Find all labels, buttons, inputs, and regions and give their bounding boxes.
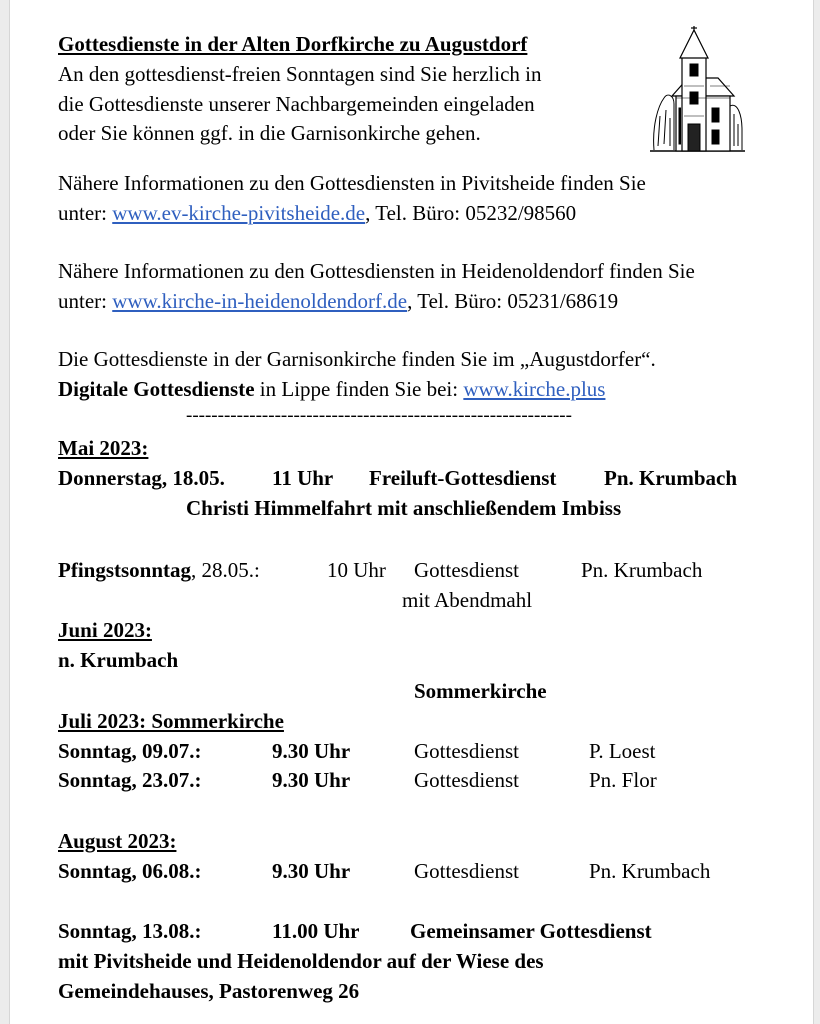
intro-line-3: oder Sie können ggf. in die Garnisonkirche gehen.	[58, 121, 481, 145]
pivitsheide-link[interactable]: www.ev-kirche-pivitsheide.de	[112, 201, 366, 225]
mai-e1-subtitle: Christi Himmelfahrt mit anschließendem Imbiss	[186, 496, 622, 520]
heidenoldendorf-link[interactable]: www.kirche-in-heidenoldendorf.de	[112, 289, 408, 313]
page-frame-left	[0, 0, 10, 1024]
juli-row2-day: Sonntag, 23.07.:	[58, 768, 202, 792]
juni-sommerkirche: Sommerkirche	[414, 679, 547, 703]
aug-row1-time: 9.30 Uhr	[272, 859, 351, 883]
mai-e2-subtitle: mit Abendmahl	[402, 588, 533, 612]
heading-august: August 2023:	[58, 829, 177, 853]
pivitsheide-info-line: Nähere Informationen zu den Gottesdiensten in Pivitsheide finden Sie	[58, 171, 646, 195]
juli-row2-pastor: Pn. Flor	[589, 768, 657, 792]
church-drawing	[650, 26, 745, 154]
heidenoldendorf-contact-line	[58, 289, 618, 313]
heidenoldendorf-prefix: unter:	[58, 289, 113, 313]
mai-e1-day: Donnerstag, 18.05.	[58, 466, 225, 490]
juli-row2-title: Gottesdienst	[414, 768, 519, 792]
separator-line: -------------------------------------------------------------	[186, 405, 572, 426]
mai-e2-title: Gottesdienst	[414, 558, 519, 582]
mai-e2-pastor: Pn. Krumbach	[581, 558, 703, 582]
digital-label: Digitale Gottesdienste	[58, 377, 255, 401]
intro-line-2: die Gottesdienste unserer Nachbargemeinden eingeladen	[58, 92, 535, 116]
mai-e1-pastor: Pn. Krumbach	[604, 466, 738, 490]
juli-row1-pastor: P. Loest	[589, 739, 656, 763]
heidenoldendorf-info-line: Nähere Informationen zu den Gottesdiensten in Heidenoldendorf finden Sie	[58, 259, 695, 283]
juli-row1-title: Gottesdienst	[414, 739, 519, 763]
aug-e2-line3: Gemeindehauses, Pastorenweg 26	[58, 979, 360, 1003]
page-frame-right	[813, 0, 820, 1024]
aug-e2-time: 11.00 Uhr	[272, 919, 360, 943]
mai-e1-title: Freiluft-Gottesdienst	[369, 466, 557, 490]
digital-text: in Lippe finden Sie bei:	[254, 377, 464, 401]
mai-e2-time: 10 Uhr	[327, 558, 386, 582]
garnison-info-line: Die Gottesdienste in der Garnisonkirche finden Sie im „Augustdorfer“.	[58, 347, 656, 371]
page-title: Gottesdienste in der Alten Dorfkirche zu Augustdorf	[58, 32, 528, 56]
aug-row1-day: Sonntag, 06.08.:	[58, 859, 202, 883]
mai-e2-date: , 28.05.:	[191, 558, 260, 582]
intro-line-1: An den gottesdienst-freien Sonntagen sind Sie herzlich in	[58, 62, 542, 86]
heading-juni: Juni 2023:	[58, 618, 152, 642]
aug-row1-title: Gottesdienst	[414, 859, 519, 883]
mai-e2-day	[58, 558, 260, 582]
juni-line: n. Krumbach	[58, 648, 179, 672]
heading-mai: Mai 2023:	[58, 436, 149, 460]
heading-juli: Juli 2023: Sommerkirche	[58, 709, 284, 733]
digital-info-line	[58, 377, 605, 401]
pivitsheide-prefix: unter:	[58, 201, 113, 225]
pivitsheide-contact-line	[58, 201, 576, 225]
aug-e2-line2: mit Pivitsheide und Heidenoldendor auf der Wiese des	[58, 949, 544, 973]
aug-e2-day: Sonntag, 13.08.:	[58, 919, 202, 943]
mai-e1-time: 11 Uhr	[272, 466, 334, 490]
heidenoldendorf-phone: , Tel. Büro: 05231/68619	[407, 289, 619, 313]
aug-row1-pastor: Pn. Krumbach	[589, 859, 711, 883]
mai-e2-day-name: Pfingstsonntag	[58, 558, 192, 582]
aug-e2-title: Gemeinsamer Gottesdienst	[410, 919, 652, 943]
juli-row2-time: 9.30 Uhr	[272, 768, 351, 792]
pivitsheide-phone: , Tel. Büro: 05232/98560	[365, 201, 577, 225]
kirche-plus-link[interactable]: www.kirche.plus	[463, 377, 606, 401]
juli-row1-time: 9.30 Uhr	[272, 739, 351, 763]
juli-row1-day: Sonntag, 09.07.:	[58, 739, 202, 763]
